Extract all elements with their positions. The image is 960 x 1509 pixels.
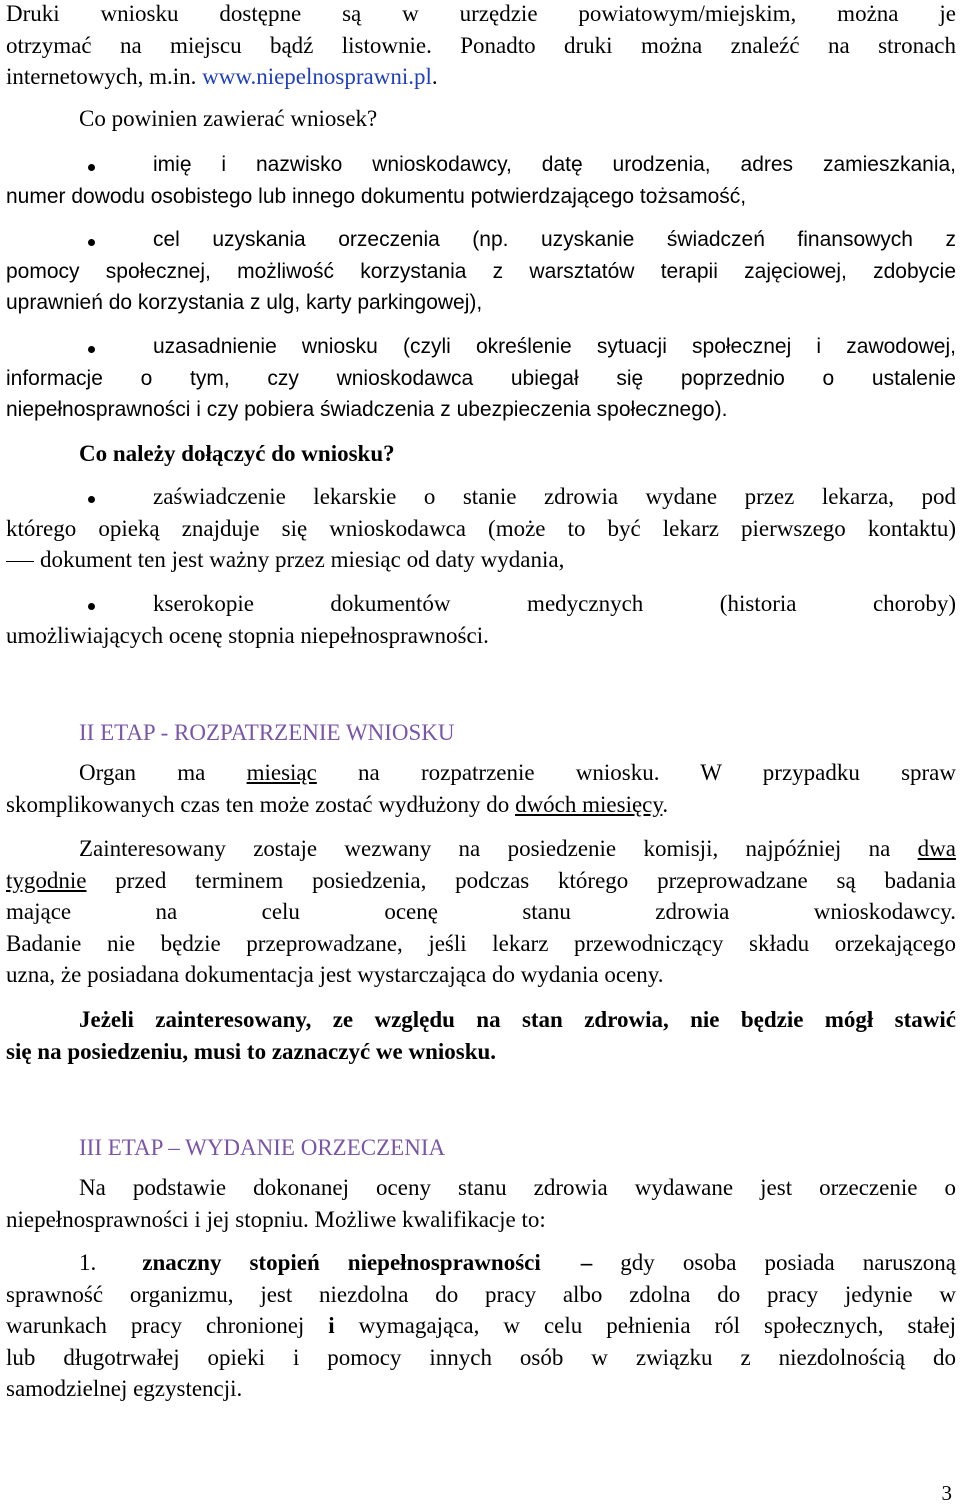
bullet-icon [88, 239, 95, 246]
list-item: kserokopie dokumentów medycznych (historia choroby) umożliwiających ocenę stopnia niepełnosprawności. [6, 591, 956, 648]
etap2-paragraph-3: Jeżeli zainteresowany, ze względu na stan zdrowia, nie będzie mógł stawić się na posiedzeniu, musi to zaznaczyć we wniosku. [6, 1007, 956, 1064]
bullet-icon [88, 496, 95, 503]
section-title-etap3: III ETAP – WYDANIE ORZECZENIA [79, 1135, 446, 1160]
list-item: cel uzyskania orzeczenia (np. uzyskanie świadczeń finansowych z pomocy społecznej, możliwość korzystania z warsztatów terapii zajęciowej, zdobycie uprawnień do korzystania z ulg, karty parkingowej), [6, 228, 956, 314]
list-item: zaświadczenie lekarskie o stanie zdrowia wydane przez lekarza, pod którego opieką znajduje się wnioskodawca (może to być lekarz pierwszego kontaktu) dokument ten jest ważny przez miesiąc od daty wydania, [6, 484, 956, 572]
section-title-etap2: II ETAP - ROZPATRZENIE WNIOSKU [79, 720, 455, 745]
page-number: 3 [941, 1481, 952, 1505]
list-item: uzasadnienie wniosku (czyli określenie sytuacji społecznej i zawodowej, informacje o tym, czy wnioskodawca ubiegał się poprzednio o ustalenie niepełnosprawności i czy pobiera świadczenia z ubezpieczenia społecznego). [6, 335, 956, 421]
etap2-paragraph-1: Organ ma miesiąc na rozpatrzenie wniosku. W przypadku spraw skomplikowanych czas ten może zostać wydłużony do dwóch miesięcy. [6, 760, 956, 817]
list-item: imię i nazwisko wnioskodawcy, datę urodzenia, adres zamieszkania, numer dowodu osobistego lub innego dokumentu potwierdzającego tożsamość, [6, 153, 956, 208]
heading-attachments: Co należy dołączyć do wniosku? [79, 441, 395, 466]
etap3-paragraph-1: Na podstawie dokonanej oceny stanu zdrowia wydawane jest orzeczenie o niepełnosprawności i jej stopniu. Możliwe kwalifikacje to: [6, 1175, 956, 1232]
bullet-icon [88, 603, 95, 610]
bullet-icon [88, 346, 95, 353]
bullet-icon [88, 164, 95, 171]
intro-paragraph: Druki wniosku dostępne są w urzędzie powiatowym/miejskim, można je otrzymać na miejscu bądź listownie. Ponadto druki można znaleźć na stronach internetowych, m.in. www.niepelnosprawni.pl. [6, 1, 956, 89]
website-link[interactable]: www.niepelnosprawni.pl [202, 64, 432, 89]
heading-contents: Co powinien zawierać wniosek? [79, 106, 378, 131]
list-item: 1. znaczny stopień niepełnosprawności – gdy osoba posiada naruszoną sprawność organizmu, jest niezdolna do pracy albo zdolna do pracy jedynie w warunkach pracy chronionej i wymagająca, w celu pełnienia ról społecznych, stałej lub długotrwałej opieki i pomocy innych osób w związku z niezdolnością do samodzielnej egzystencji. [6, 1250, 956, 1401]
etap2-paragraph-2: Zainteresowany zostaje wezwany na posiedzenie komisji, najpóźniej na dwa tygodnie przed terminem posiedzenia, podczas którego przeprowadzane są badania mające na celu ocenę stanu zdrowia wnioskodawcy. Badanie nie będzie przeprowadzane, jeśli lekarz przewodniczący składu orzekającego uzna, że posiadana dokumentacja jest wystarczająca do wydania oceny. [6, 836, 956, 987]
dash-mark [6, 561, 34, 562]
